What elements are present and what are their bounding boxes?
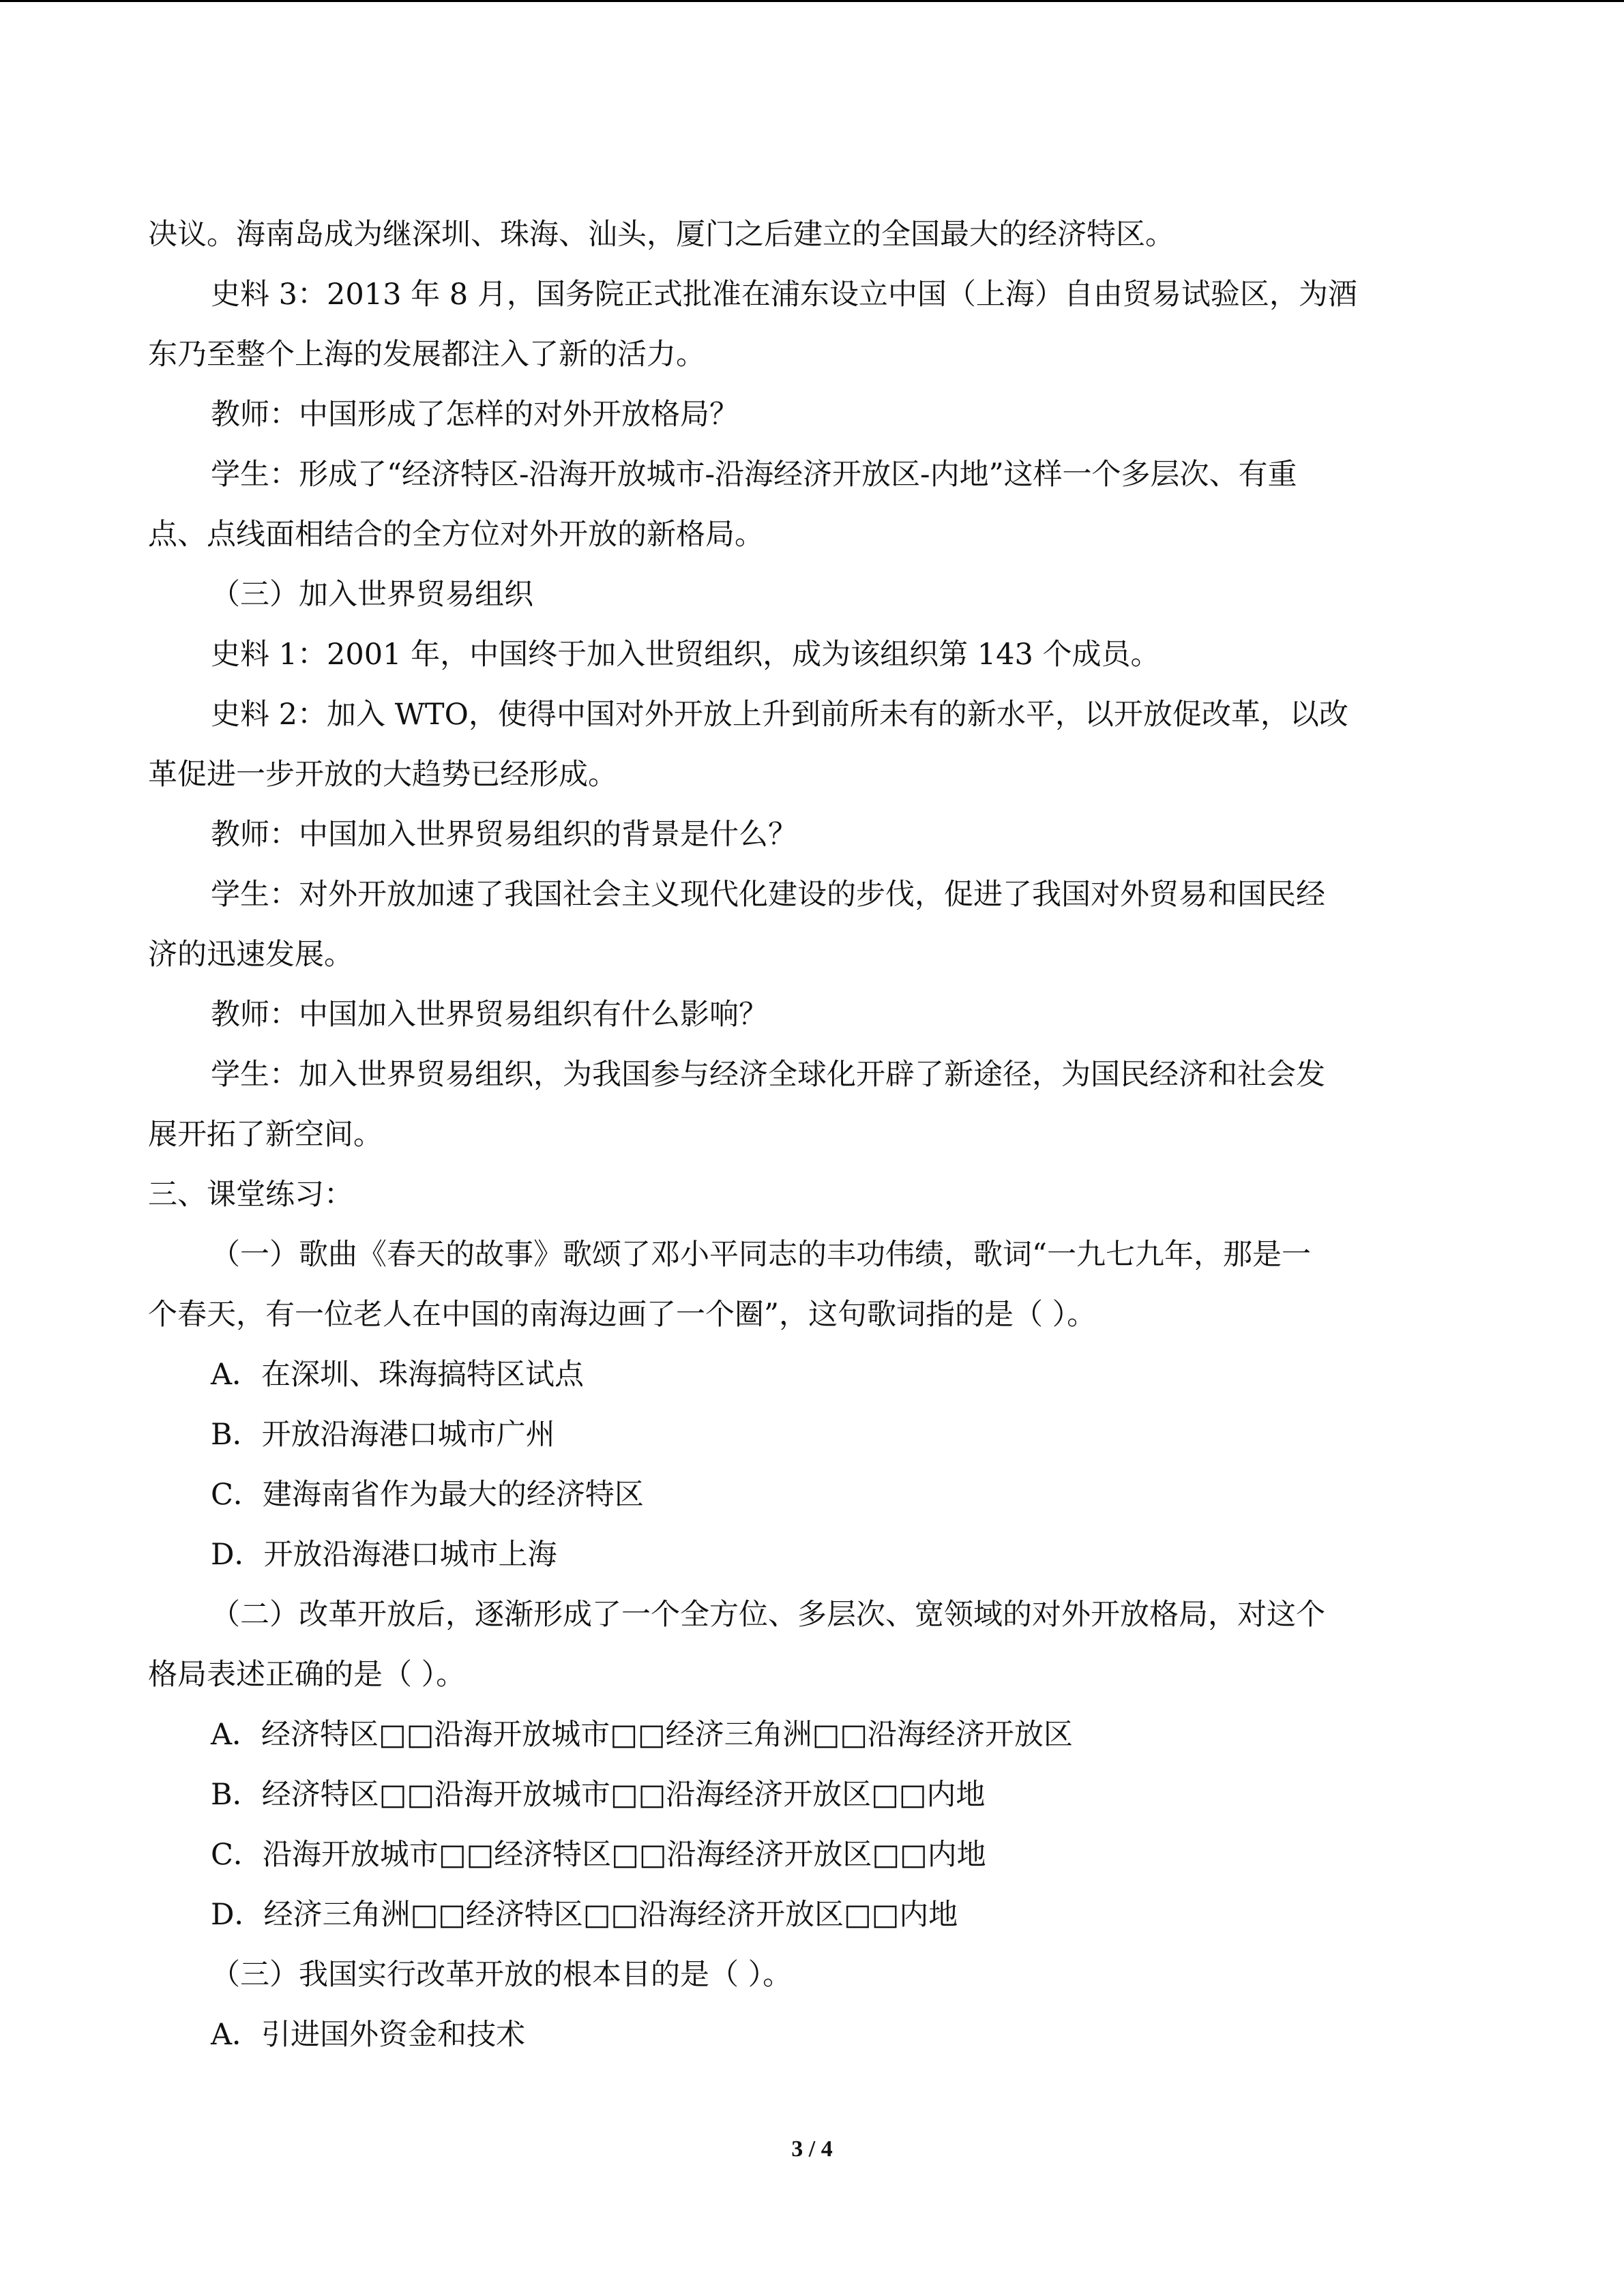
answer-option: A．引进国外资金和技术 xyxy=(211,2018,526,2052)
text-line: 点、点线面相结合的全方位对外开放的新格局。 xyxy=(148,518,764,552)
question-text: （一）歌曲《春天的故事》歌颂了邓小平同志的丰功伟绩，歌词“一九七九年，那是一 xyxy=(211,1238,1311,1272)
page-number: 3 / 4 xyxy=(791,2136,833,2162)
text-line: 教师：中国形成了怎样的对外开放格局？ xyxy=(211,398,739,432)
text-line: 史料 3：2013 年 8 月，国务院正式批准在浦东设立中国（上海）自由贸易试验区，为酒 xyxy=(211,278,1357,312)
answer-option: D．经济三角洲□□经济特区□□沿海经济开放区□□内地 xyxy=(211,1898,958,1932)
text-line: 革促进一步开放的大趋势已经形成。 xyxy=(148,758,617,792)
question-text: （三）我国实行改革开放的根本目的是（ ）。 xyxy=(211,1958,793,1992)
text-line: 展开拓了新空间。 xyxy=(148,1118,383,1152)
question-text: 格局表述正确的是（ ）。 xyxy=(148,1658,466,1692)
text-line: 学生：形成了“经济特区-沿海开放城市-沿海经济开放区-内地”这样一个多层次、有重 xyxy=(211,458,1297,492)
answer-option: B．开放沿海港口城市广州 xyxy=(211,1418,555,1452)
text-line: 史料 1：2001 年，中国终于加入世贸组织，成为该组织第 143 个成员。 xyxy=(211,638,1160,672)
section-heading: （三）加入世界贸易组织 xyxy=(211,578,533,612)
question-text: 个春天，有一位老人在中国的南海边画了一个圈”，这句歌词指的是（ ）。 xyxy=(148,1298,1097,1332)
answer-option: C．建海南省作为最大的经济特区 xyxy=(211,1478,644,1512)
document-body xyxy=(148,205,1478,2065)
text-line: 教师：中国加入世界贸易组织的背景是什么？ xyxy=(211,818,797,852)
answer-option: D．开放沿海港口城市上海 xyxy=(211,1538,557,1572)
text-line: 东乃至整个上海的发展都注入了新的活力。 xyxy=(148,338,705,372)
text-line: 教师：中国加入世界贸易组织有什么影响？ xyxy=(211,998,768,1032)
section-heading: 三、课堂练习： xyxy=(148,1178,353,1212)
question-text: （二）改革开放后，逐渐形成了一个全方位、多层次、宽领域的对外开放格局，对这个 xyxy=(211,1598,1325,1632)
text-line: 学生：加入世界贸易组织，为我国参与经济全球化开辟了新途径，为国民经济和社会发 xyxy=(211,1058,1325,1092)
text-line: 学生：对外开放加速了我国社会主义现代化建设的步伐，促进了我国对外贸易和国民经 xyxy=(211,878,1325,912)
answer-option: B．经济特区□□沿海开放城市□□沿海经济开放区□□内地 xyxy=(211,1778,986,1812)
text-line: 济的迅速发展。 xyxy=(148,938,353,972)
text-line: 决议。海南岛成为继深圳、珠海、汕头，厦门之后建立的全国最大的经济特区。 xyxy=(148,218,1175,252)
text-line: 史料 2：加入 WTO，使得中国对外开放上升到前所未有的新水平，以开放促改革，以改 xyxy=(211,698,1348,732)
top-border-line xyxy=(0,0,1624,2)
answer-option: A．经济特区□□沿海开放城市□□经济三角洲□□沿海经济开放区 xyxy=(211,1718,1073,1752)
answer-option: A．在深圳、珠海搞特区试点 xyxy=(211,1358,585,1392)
answer-option: C．沿海开放城市□□经济特区□□沿海经济开放区□□内地 xyxy=(211,1838,986,1872)
